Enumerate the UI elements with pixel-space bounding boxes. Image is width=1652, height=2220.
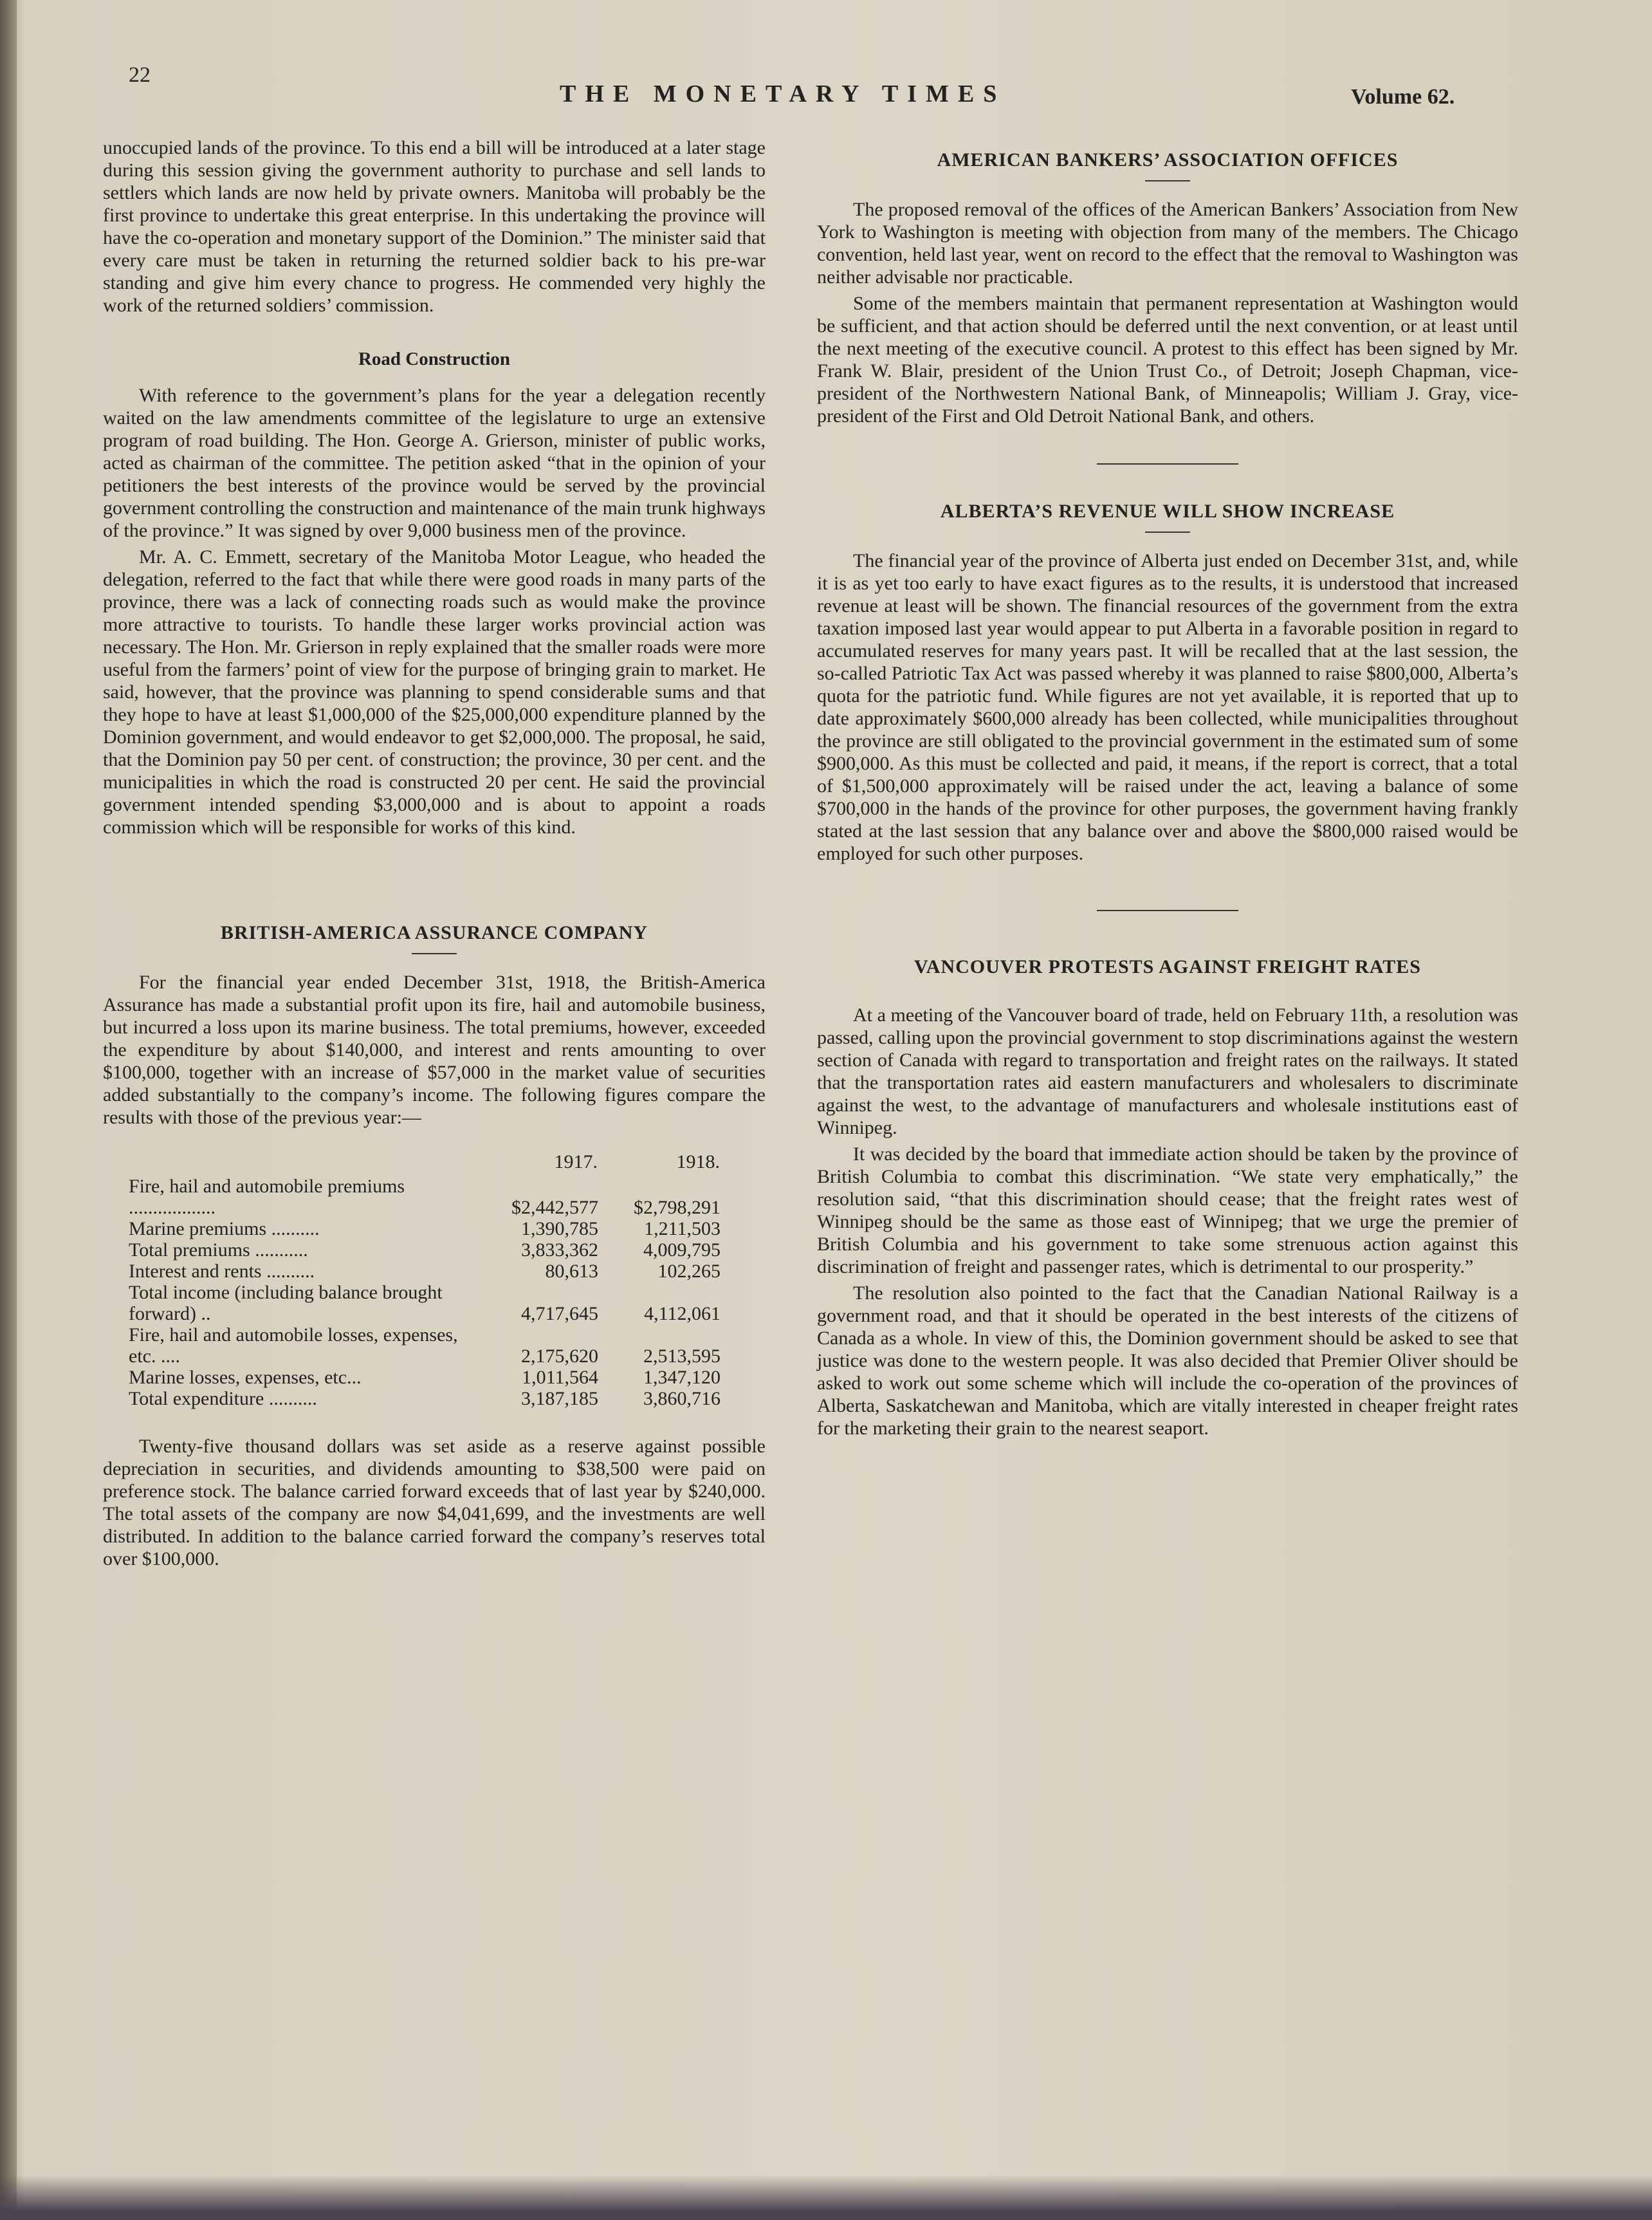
value-1917: $2,442,577 — [511, 1197, 598, 1218]
publication-title: THE MONETARY TIMES — [560, 80, 1006, 107]
table-row — [129, 1388, 720, 1409]
value-1918: 1,211,503 — [644, 1218, 720, 1239]
value-1918: 4,112,061 — [644, 1303, 720, 1324]
value-1917: 3,187,185 — [521, 1388, 598, 1409]
row-label: Interest and rents .......... — [129, 1261, 315, 1282]
row-label: Fire, hail and automobile premiums .................. — [129, 1176, 405, 1218]
page-number: 22 — [129, 63, 151, 87]
volume-label: Volume 62. — [1351, 85, 1455, 109]
heading-divider — [1145, 180, 1190, 181]
value-1918: 3,860,716 — [643, 1388, 720, 1409]
table-header-row — [129, 1151, 720, 1176]
alberta-revenue-heading: ALBERTA’S REVENUE WILL SHOW INCREASE — [940, 501, 1395, 522]
road-paragraph-2: Mr. A. C. Emmett, secretary of the Manitoba Motor League, who headed the delegation, referred to the fact that while there were good roads in many parts of the province, there was a lack of connecting roads such as would make the province more attractive to tourists. To handle these larger works provincial action was necessary. The Hon. Mr. Grierson in reply explained that the smaller roads were more useful from the farmers’ point of view for the purpose of bringing grain to market. He said, however, that the province was planning to spend considerable sums and that they hope to have at least $1,000,000 of the $25,000,000 expenditure planned by the Dominion government, and would endeavor to get $2,000,000. The proposal, he said, that the Dominion pay 50 per cent. of construction; the province, 30 per cent. and the municipalities in which the road is constructed 20 per cent. He said the provincial government intended spending $3,000,000 and is about to appoint a roads commission which will be responsible for works of this kind. — [103, 546, 766, 838]
right-column — [817, 149, 1518, 1443]
value-1918: 4,009,795 — [643, 1239, 720, 1261]
figures-table — [129, 1151, 720, 1409]
page-bottom-shadow — [0, 2175, 1652, 2220]
table-row — [129, 1218, 720, 1239]
left-column — [103, 136, 766, 1574]
table-row — [129, 1176, 720, 1218]
american-bankers-paragraph-2: Some of the members maintain that permanent representation at Washington would be sufficient, and that action should be deferred until the next convention, or at least until the next meeting of the executive council. A protest to this effect has been signed by Mr. Frank W. Blair, president of the Union Trust Co., of Detroit; Joseph Chapman, vice-president of the Northwestern National Bank, of Minneapolis; William J. Gray, vice-president of the First and Old Detroit National Bank, and others. — [817, 293, 1518, 427]
table-row — [129, 1282, 720, 1324]
value-1918: $2,798,291 — [634, 1197, 720, 1218]
table-row — [129, 1261, 720, 1282]
american-bankers-heading: AMERICAN BANKERS’ ASSOCIATION OFFICES — [937, 149, 1399, 171]
value-1917: 2,175,620 — [521, 1346, 598, 1367]
row-label: Marine premiums .......... — [129, 1218, 320, 1239]
vancouver-protests-heading: VANCOUVER PROTESTS AGAINST FREIGHT RATES — [914, 956, 1421, 977]
table-row — [129, 1367, 720, 1388]
binding-spine — [0, 0, 17, 2220]
heading-divider — [412, 953, 457, 954]
row-label: Total premiums ........... — [129, 1239, 308, 1261]
table-row — [129, 1324, 720, 1367]
heading-divider — [1145, 532, 1190, 533]
intro-paragraph: unoccupied lands of the province. To this end a bill will be introduced at a later stage during this session giving the government authority to purchase and sell lands to settlers which lands are now held by private owners. Manitoba will probably be the first province to undertake this great enterprise. In this undertaking the province will have the co-operation and monetary support of the Dominion.” The minister said that every care must be taken in returning the returned soldier back to his pre-war standing and give him every chance to progress. He commended very highly the work of the returned soldiers’ commission. — [103, 137, 766, 316]
alberta-revenue-paragraph: The financial year of the province of Alberta just ended on December 31st, and, while it is as yet too early to have exact figures as to the results, it is understood that increased revenue at least will be shown. The financial resources of the government from the extra taxation imposed last year would appear to put Alberta in a favorable position in regard to accumulated reserves for many years past. It will be recalled that at the last session, the so-called Patriotic Tax Act was passed whereby it was planned to raise $800,000, Alberta’s quota for the patriotic fund. While figures are not yet available, it is reported that up to date approximately $600,000 already has been collected, while municipalities throughout the province are still obligated to the provincial government in the estimated sum of some $900,000. As this must be collected and paid, it means, if the report is correct, that a total of $1,500,000 approximately will be raised under the act, leaving a balance of some $700,000 in the hands of the province for other purposes, the government having frankly stated at the last session that any balance over and above the $800,000 raised would be employed for such other purposes. — [817, 550, 1518, 864]
value-1918: 1,347,120 — [643, 1367, 720, 1388]
section-divider — [1097, 910, 1238, 911]
vancouver-paragraph-1: At a meeting of the Vancouver board of trade, held on February 11th, a resolution was passed, calling upon the provincial government to stop discriminations against the western section of Canada with regard to transportation and freight rates on the railways. It stated that the transportation rates aid eastern manufacturers and wholesalers to discriminate against the west, to the advantage of manufacturers and wholesale institutions east of Winnipeg. — [817, 1004, 1518, 1138]
column-header-1917: 1917. — [554, 1151, 598, 1172]
value-1917: 4,717,645 — [521, 1303, 598, 1324]
value-1917: 1,390,785 — [521, 1218, 598, 1239]
value-1917: 80,613 — [545, 1261, 598, 1282]
value-1917: 3,833,362 — [521, 1239, 598, 1261]
vancouver-paragraph-2: It was decided by the board that immediate action should be taken by the province of British Columbia to combat this discrimination. “We state very emphatically,” the resolution said, “that this discrimination should cease; that the freight rates west of Winnipeg should be the same as those east of Winnipeg; that we urge the premier of British Columbia and his government to take some strenuous action against this discrimination of freight and passenger rates, which is detrimental to our prosperity.” — [817, 1143, 1518, 1277]
value-1918: 102,265 — [657, 1261, 720, 1282]
table-row — [129, 1239, 720, 1261]
road-paragraph-1: With reference to the government’s plans for the year a delegation recently waited on the law amendments committee of the legislature to urge an extensive program of road building. The Hon. George A. Grierson, minister of public works, acted as chairman of the committee. The petition asked “that in the opinion of your petitioners the best interests of the province would be served by the provincial government controlling the construction and maintenance of the main trunk highways of the province.” It was signed by over 9,000 business men of the province. — [103, 385, 766, 541]
american-bankers-paragraph-1: The proposed removal of the offices of the American Bankers’ Association from New York to Washington is meeting with objection from many of the members. The Chicago convention, held last year, went on record to the effect that the removal to Washington was neither advisable nor practicable. — [817, 199, 1518, 288]
column-header-1918: 1918. — [676, 1151, 720, 1172]
value-1917: 1,011,564 — [522, 1367, 598, 1388]
british-america-paragraph-1: For the financial year ended December 31st, 1918, the British-America Assurance has made a substantial profit upon its fire, hail and automobile business, but incurred a loss upon its marine business. The total premiums, however, exceeded the expenditure by about $140,000, and interest and rents amounting to over $100,000, together with an increase of $57,000 in the market value of securities added substantially to the company’s income. The following figures compare the results with those of the previous year:— — [103, 972, 766, 1128]
british-america-paragraph-2: Twenty-five thousand dollars was set aside as a reserve against possible depreciation in securities, and dividends amounting to $38,500 were paid on preference stock. The balance carried forward exceeds that of last year by $240,000. The total assets of the company are now $4,041,699, and the investments are well distributed. In addition to the balance carried forward the company’s reserves total over $100,000. — [103, 1436, 766, 1569]
section-divider — [1097, 463, 1238, 465]
road-construction-heading: Road Construction — [358, 349, 511, 369]
row-label: Total expenditure .......... — [129, 1388, 317, 1409]
british-america-heading: BRITISH-AMERICA ASSURANCE COMPANY — [220, 922, 648, 943]
vancouver-paragraph-3: The resolution also pointed to the fact that the Canadian National Railway is a government road, and that it should be operated in the best interests of the citizens of Canada as a whole. In view of this, the Dominion government should be asked to see that justice was done to the western people. It was also decided that Premier Oliver should be asked to work out some scheme which will include the co-operation of the provinces of Alberta, Saskatchewan and Manitoba, which are vitally interested in cheaper freight rates for the marketing their grain to the nearest seaport. — [817, 1282, 1518, 1439]
row-label: Fire, hail and automobile losses, expenses, etc. .... — [129, 1324, 458, 1367]
row-label: Total income (including balance brought forward) .. — [129, 1282, 443, 1324]
figures-table-body — [129, 1176, 720, 1409]
value-1918: 2,513,595 — [643, 1346, 720, 1367]
row-label: Marine losses, expenses, etc... — [129, 1367, 362, 1388]
